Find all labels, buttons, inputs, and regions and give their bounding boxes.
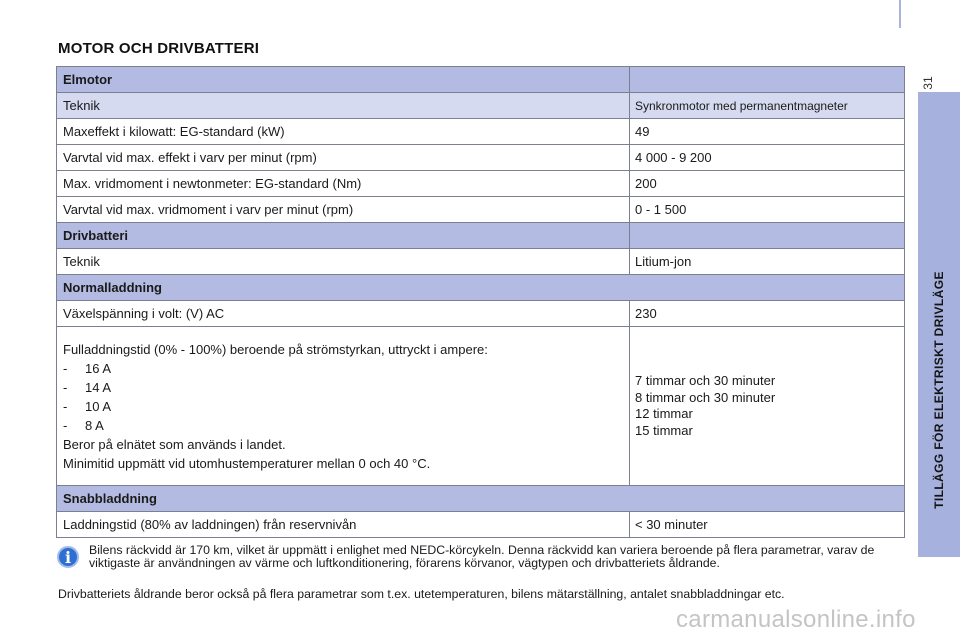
grid-note: Beror på elnätet som används i landet.: [63, 436, 286, 452]
current-item: [63, 359, 623, 378]
section-label: Normalladdning: [57, 275, 905, 301]
charge-time-value: 7 timmar och 30 minuter: [635, 373, 776, 388]
section-empty-cell: [630, 223, 905, 249]
charge-time-intro: Fulladdningstid (0% - 100%) beroende på strömstyrkan, uttryckt i ampere:: [63, 341, 488, 357]
page-title: MOTOR OCH DRIVBATTERI: [58, 40, 260, 57]
battery-aging-note: Drivbatteriets åldrande beror också på flera parametrar som t.ex. utetemperaturen, bilens mätarställning, antalet snabbladdningar etc.: [58, 587, 785, 601]
table-row: [57, 145, 905, 171]
row-label: Varvtal vid max. vridmoment i varv per minut (rpm): [57, 197, 630, 223]
table-row: [57, 197, 905, 223]
current-item: [63, 416, 623, 435]
section-row-battery: [57, 223, 905, 249]
table-row: [57, 249, 905, 275]
min-time-note: Minimitid uppmätt vid utomhustemperaturer mellan 0 och 40 °C.: [63, 455, 431, 471]
watermark: carmanualsonline.info: [676, 606, 916, 633]
row-value: Synkronmotor med permanentmagneter: [630, 93, 905, 119]
current-item: [63, 378, 623, 397]
current-label: 16 A: [85, 360, 112, 376]
side-tab-label: TILLÄGG FÖR ELEKTRISKT DRIVLÄGE: [932, 271, 946, 509]
dash: -: [63, 360, 68, 376]
dash: -: [63, 417, 68, 433]
charge-time-value: 12 timmar: [635, 406, 693, 421]
table-row: [57, 171, 905, 197]
row-label: Laddningstid (80% av laddningen) från reservnivån: [57, 512, 630, 538]
row-value: Litium-jon: [630, 249, 905, 275]
charge-time-values: [630, 327, 905, 486]
row-value: 4 000 - 9 200: [630, 145, 905, 171]
table-row-charge-times: [57, 327, 905, 486]
row-value: 200: [630, 171, 905, 197]
dash: -: [63, 398, 68, 414]
row-label: Teknik: [57, 93, 630, 119]
current-label: 14 A: [85, 379, 112, 395]
section-empty-cell: [630, 67, 905, 93]
top-divider: [899, 0, 901, 28]
section-label: Snabbladdning: [57, 486, 905, 512]
row-value: 49: [630, 119, 905, 145]
section-row-normal-charging: [57, 275, 905, 301]
current-item: [63, 397, 623, 416]
row-label: Teknik: [57, 249, 630, 275]
page-number: 31: [921, 76, 935, 90]
row-value: 0 - 1 500: [630, 197, 905, 223]
row-value: < 30 minuter: [630, 512, 905, 538]
charge-time-value: 15 timmar: [635, 422, 693, 438]
info-glyph: i: [64, 547, 72, 567]
row-label: Växelspänning i volt: (V) AC: [57, 301, 630, 327]
current-label: 8 A: [85, 417, 104, 433]
table-row: [57, 301, 905, 327]
row-label: Maxeffekt i kilowatt: EG-standard (kW): [57, 119, 630, 145]
dash: -: [63, 379, 68, 395]
section-label: Elmotor: [57, 67, 630, 93]
spec-table: [56, 66, 905, 538]
range-note: Bilens räckvidd är 170 km, vilket är uppmätt i enlighet med NEDC-körcykeln. Denna räckvidd kan variera beroende på flera parametrar, varav de viktigaste är användningen av värme och luftkonditionering, förarens körvanor, vägtypen och drivbatteriets åldrande.: [89, 543, 875, 570]
current-label: 10 A: [85, 398, 112, 414]
table-row: [57, 119, 905, 145]
info-icon: [57, 546, 79, 568]
table-row: [57, 93, 905, 119]
charge-time-cell: [57, 327, 630, 486]
table-row: [57, 512, 905, 538]
row-value: 230: [630, 301, 905, 327]
charge-time-value: 8 timmar och 30 minuter: [635, 389, 776, 405]
section-row-fast-charging: [57, 486, 905, 512]
section-label: Drivbatteri: [57, 223, 630, 249]
side-tab-divider: [927, 557, 960, 559]
row-label: Max. vridmoment i newtonmeter: EG-standard (Nm): [57, 171, 630, 197]
row-label: Varvtal vid max. effekt i varv per minut (rpm): [57, 145, 630, 171]
section-row-motor: [57, 67, 905, 93]
